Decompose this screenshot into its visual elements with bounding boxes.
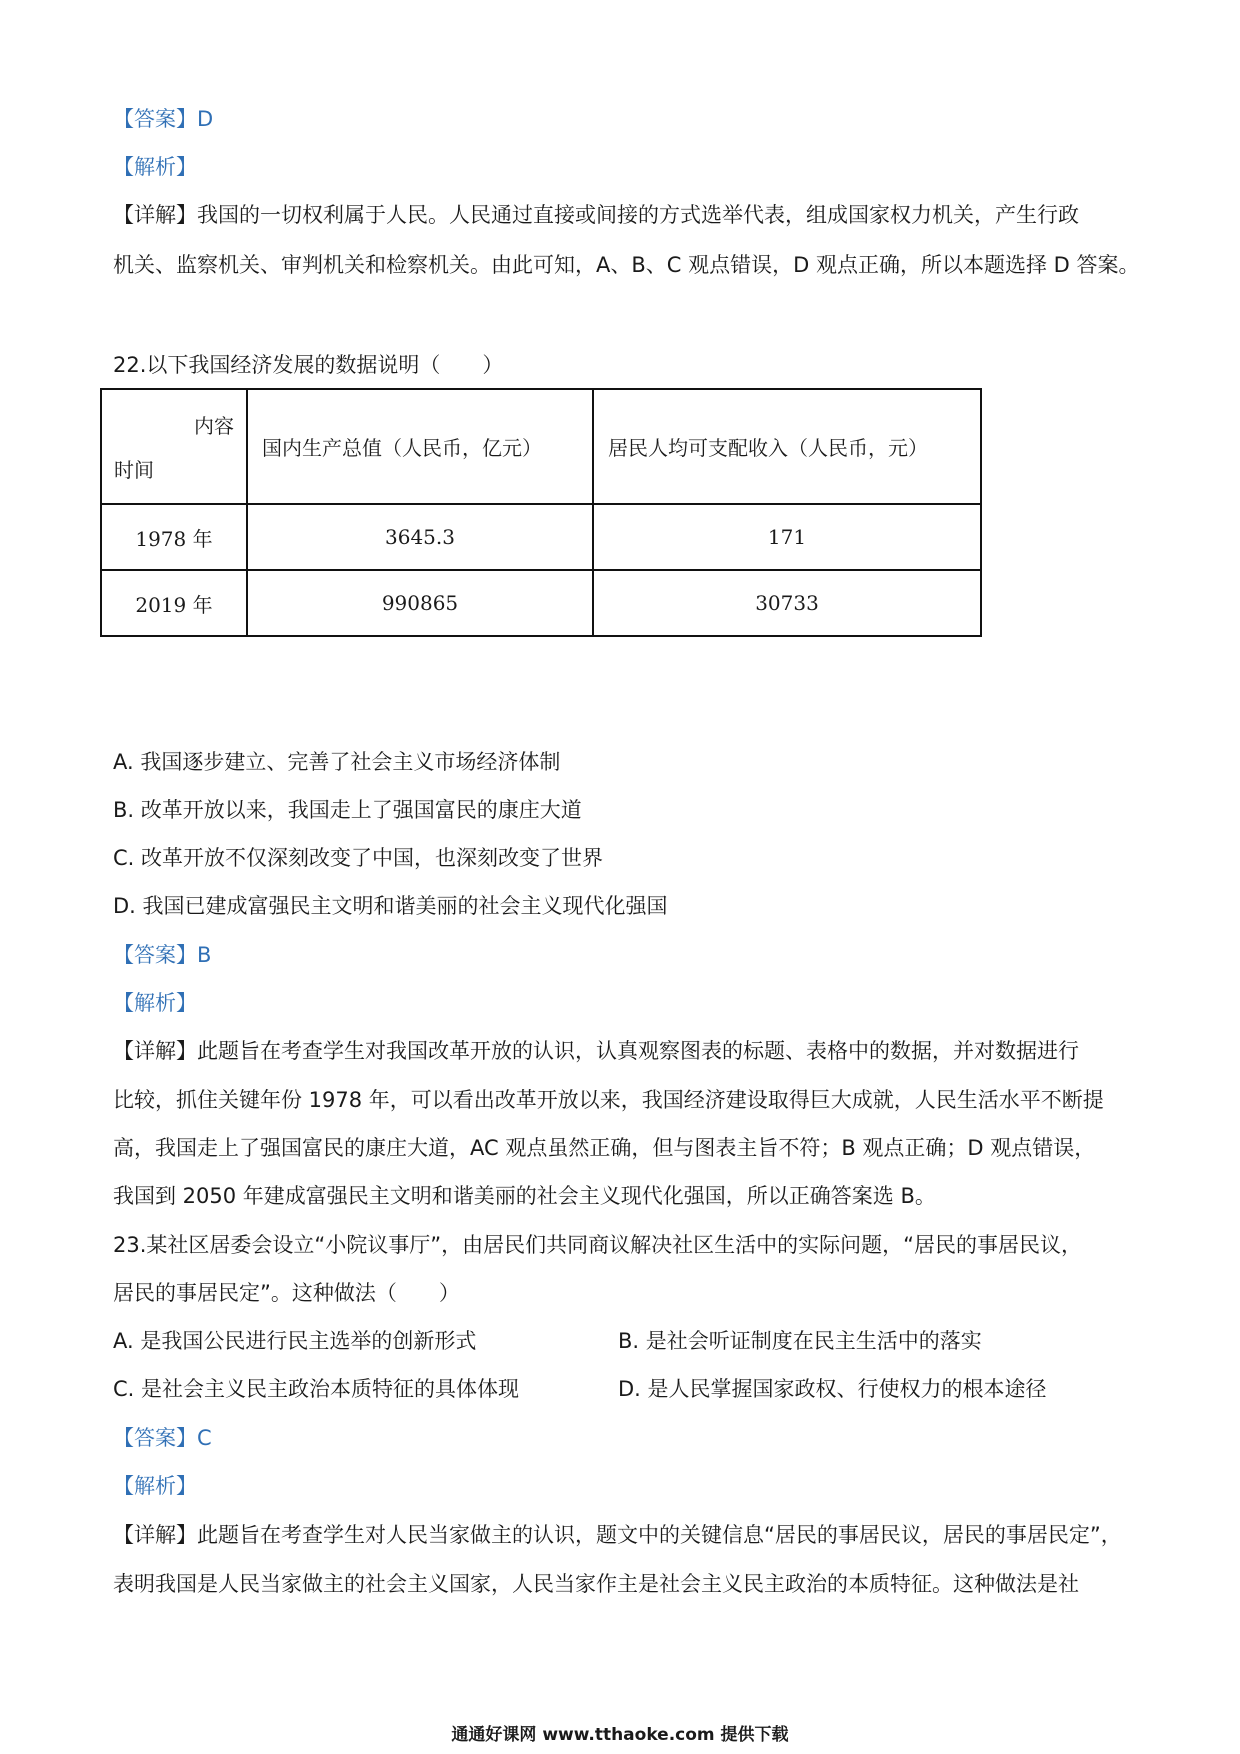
q22-option-a: A. 我国逐步建立、完善了社会主义市场经济体制 bbox=[113, 750, 561, 774]
q23-analysis-label: 【解析】 bbox=[113, 1474, 197, 1498]
q23-detail-line-2: 表明我国是人民当家做主的社会主义国家，人民当家作主是社会主义民主政治的本质特征。这种做法是社 bbox=[113, 1572, 1079, 1596]
cell-year: 1978 年 bbox=[101, 504, 247, 570]
q22-detail-line-1: 【详解】此题旨在考查学生对我国改革开放的认识，认真观察图表的标题、表格中的数据，并对数据进行 bbox=[113, 1039, 1079, 1063]
column-header-income: 居民人均可支配收入（人民币，元） bbox=[593, 389, 981, 504]
cell-income: 30733 bbox=[593, 570, 981, 636]
table-row bbox=[101, 504, 981, 570]
cell-gdp: 3645.3 bbox=[247, 504, 593, 570]
q23-stem-line-2: 居民的事居民定”。这种做法（ ） bbox=[113, 1281, 460, 1305]
q23-answer: 【答案】C bbox=[113, 1426, 212, 1450]
cell-year: 2019 年 bbox=[101, 570, 247, 636]
q22-detail-line-4: 我国到 2050 年建成富强民主文明和谐美丽的社会主义现代化强国，所以正确答案选 B。 bbox=[113, 1184, 936, 1208]
q21-detail-line-2: 机关、监察机关、审判机关和检察机关。由此可知，A、B、C 观点错误，D 观点正确，所以本题选择 D 答案。 bbox=[113, 253, 1140, 277]
q23-stem-line-1: 23.某社区居委会设立“小院议事厅”，由居民们共同商议解决社区生活中的实际问题，“居民的事居民议， bbox=[113, 1233, 1083, 1257]
table-row bbox=[101, 570, 981, 636]
page-footer: 通通好课网 www.tthaoke.com 提供下载 bbox=[451, 1725, 789, 1745]
q22-detail-line-2: 比较，抓住关键年份 1978 年，可以看出改革开放以来，我国经济建设取得巨大成就，人民生活水平不断提 bbox=[113, 1088, 1104, 1112]
cell-gdp: 990865 bbox=[247, 570, 593, 636]
table-header-row bbox=[101, 389, 981, 504]
q23-option-d: D. 是人民掌握国家政权、行使权力的根本途径 bbox=[618, 1377, 1047, 1401]
corner-label-content: 内容 bbox=[194, 414, 234, 438]
q22-analysis-label: 【解析】 bbox=[113, 991, 197, 1015]
q23-option-a: A. 是我国公民进行民主选举的创新形式 bbox=[113, 1329, 477, 1353]
corner-label-time: 时间 bbox=[114, 458, 154, 482]
q21-detail-line-1: 【详解】我国的一切权利属于人民。人民通过直接或间接的方式选举代表，组成国家权力机关，产生行政 bbox=[113, 203, 1079, 227]
column-header-gdp: 国内生产总值（人民币，亿元） bbox=[247, 389, 593, 504]
q22-option-b: B. 改革开放以来，我国走上了强国富民的康庄大道 bbox=[113, 798, 582, 822]
table-corner-cell bbox=[101, 389, 247, 504]
q23-option-c: C. 是社会主义民主政治本质特征的具体体现 bbox=[113, 1377, 520, 1401]
q22-option-c: C. 改革开放不仅深刻改变了中国，也深刻改变了世界 bbox=[113, 846, 604, 870]
q23-detail-line-1: 【详解】此题旨在考查学生对人民当家做主的认识，题文中的关键信息“居民的事居民议，居民的事居民定”， bbox=[113, 1523, 1122, 1547]
q21-analysis-label: 【解析】 bbox=[113, 155, 197, 179]
q22-stem: 22.以下我国经济发展的数据说明（ ） bbox=[113, 353, 504, 377]
q23-option-b: B. 是社会听证制度在民主生活中的落实 bbox=[618, 1329, 982, 1353]
q22-detail-line-3: 高，我国走上了强国富民的康庄大道，AC 观点虽然正确，但与图表主旨不符；B 观点正确；D 观点错误， bbox=[113, 1136, 1096, 1160]
q22-option-d: D. 我国已建成富强民主文明和谐美丽的社会主义现代化强国 bbox=[113, 894, 668, 918]
economy-data-table bbox=[100, 388, 982, 637]
q21-answer: 【答案】D bbox=[113, 107, 214, 131]
cell-income: 171 bbox=[593, 504, 981, 570]
q22-answer: 【答案】B bbox=[113, 943, 212, 967]
